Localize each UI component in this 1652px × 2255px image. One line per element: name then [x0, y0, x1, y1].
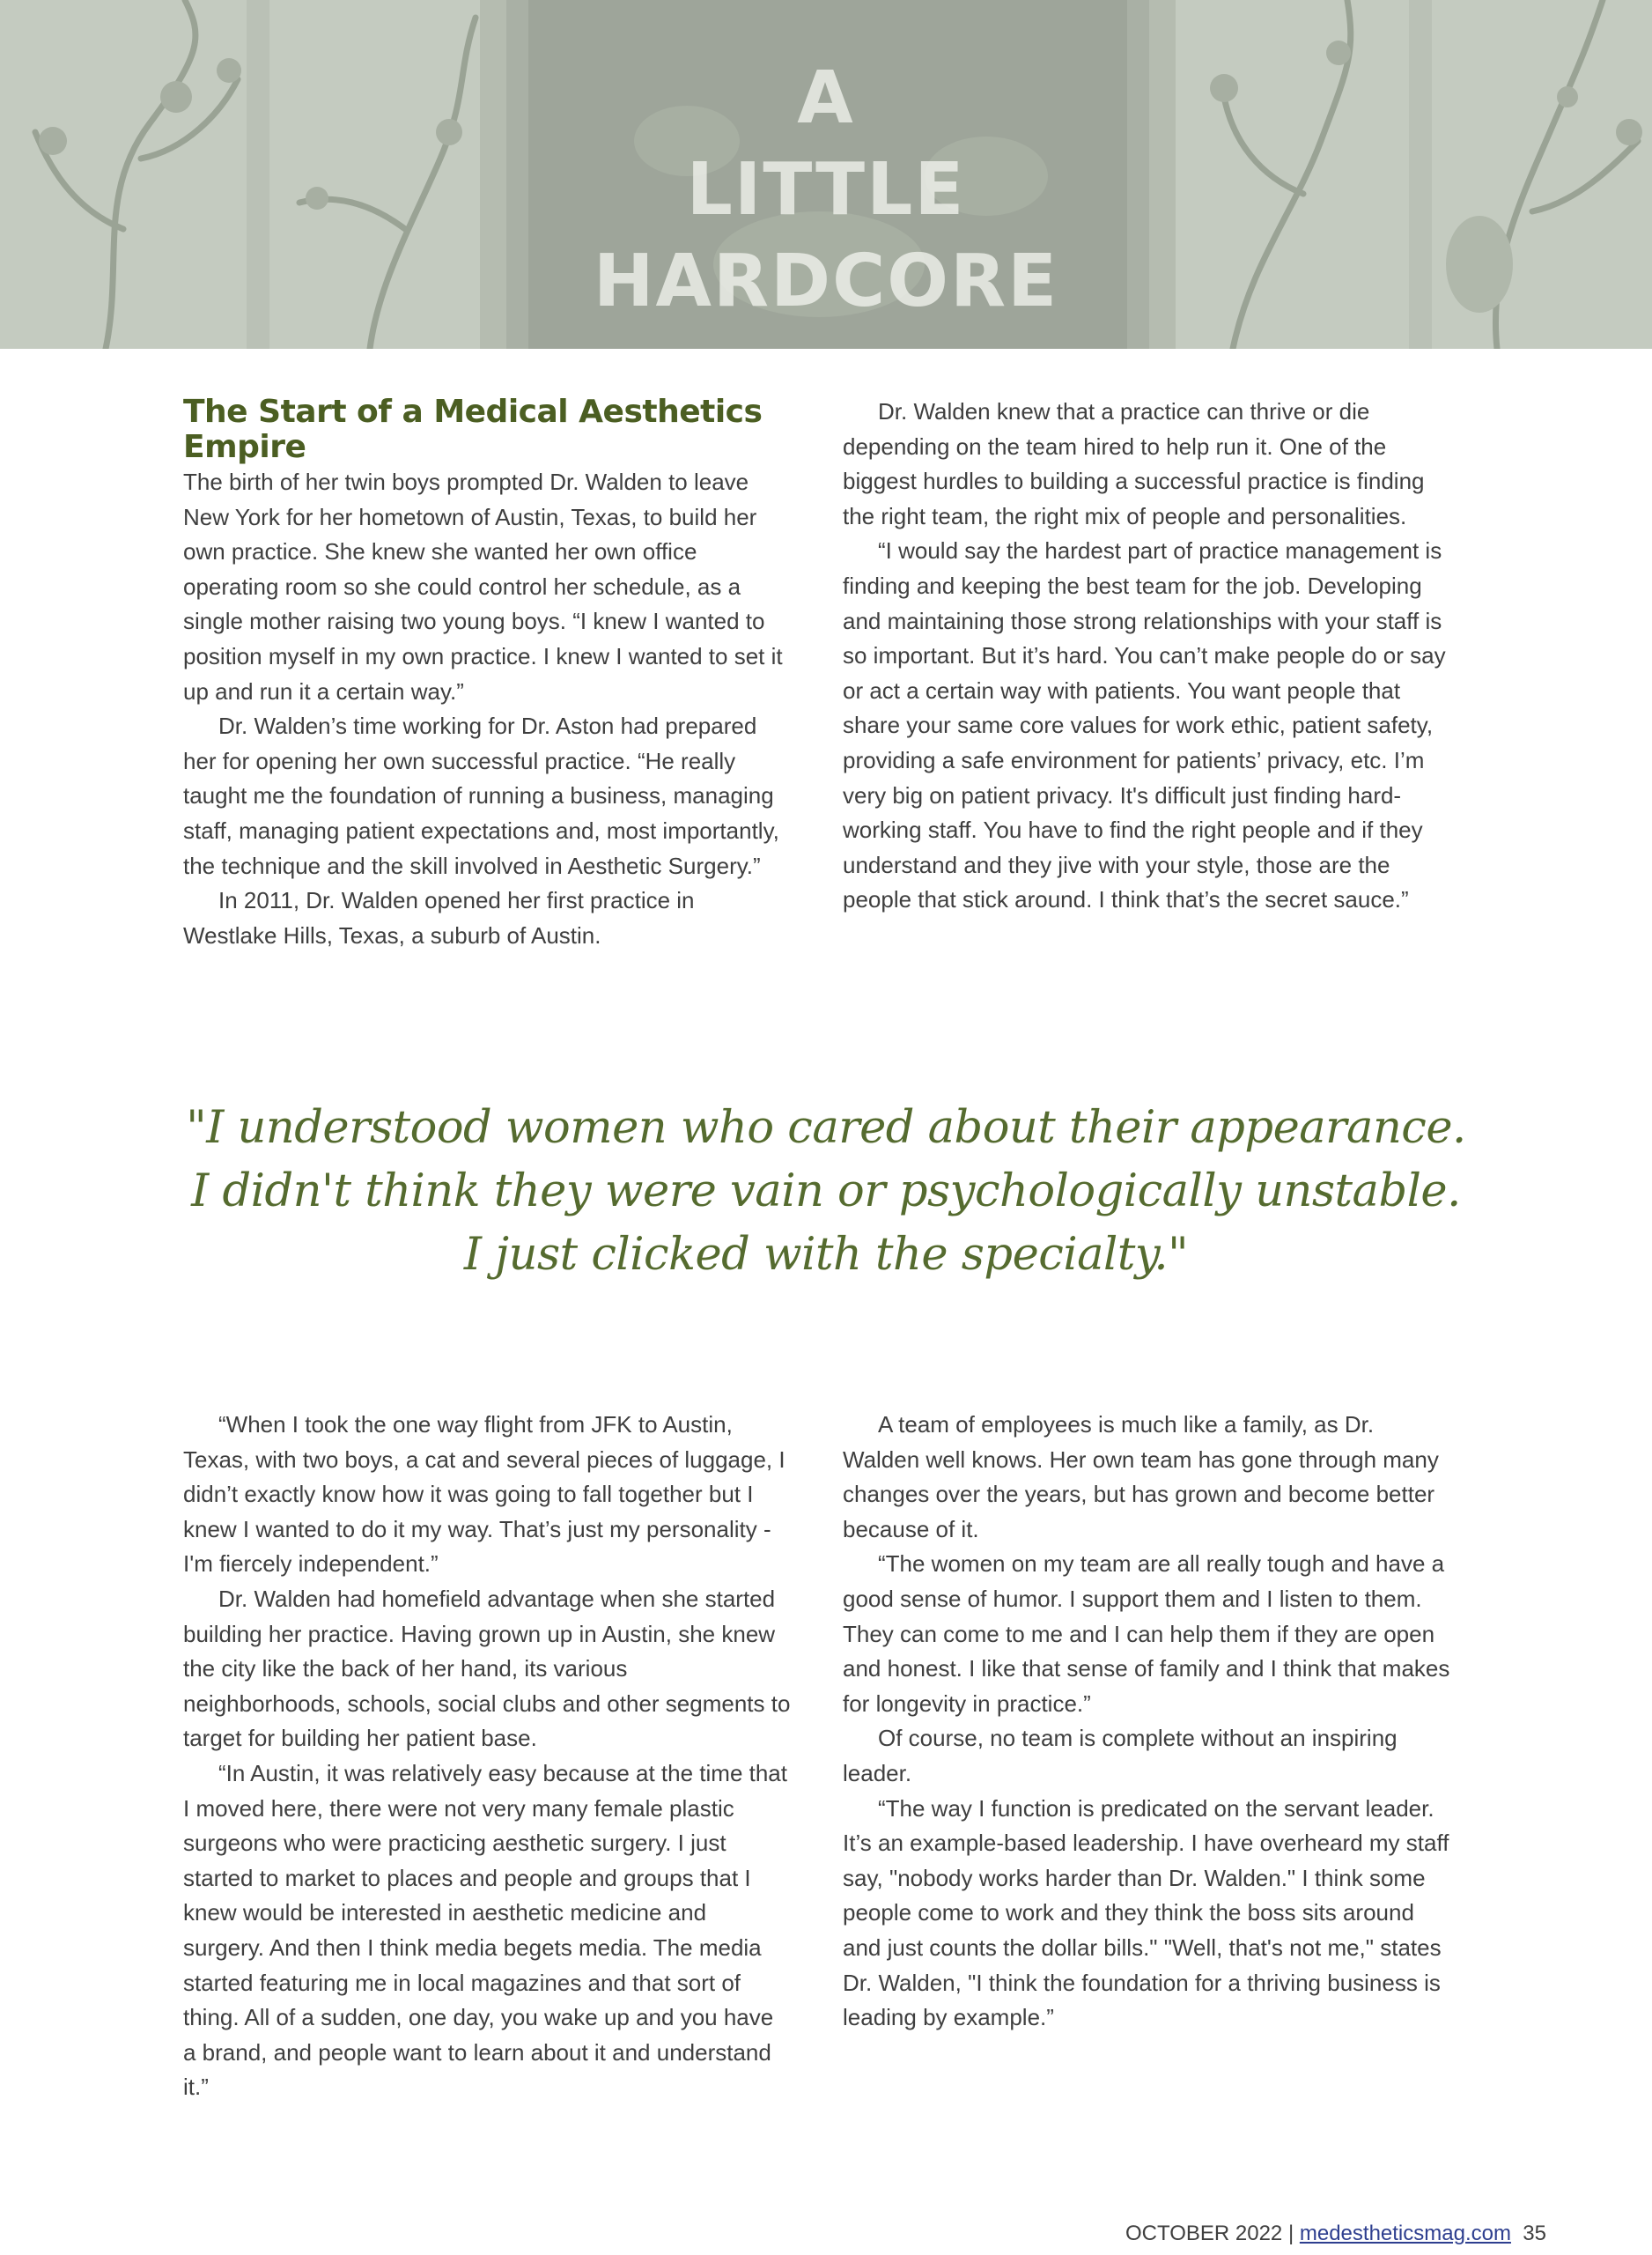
right-column-top — [843, 395, 1450, 918]
pull-quote-line: "I understood women who cared about their appearance. — [186, 1102, 1466, 1154]
body-paragraph: Dr. Walden’s time working for Dr. Aston had prepared her for opening her own successful practice. “He really taught me the foundation of running a business, managing staff, managing patient expectations and, most importantly, the technique and the skill involved in Aesthetic Surgery.” — [183, 713, 779, 879]
body-paragraph: A team of employees is much like a family, as Dr. Walden well knows. Her own team has gone through many changes over the years, but has grown and become better because of it. — [843, 1411, 1439, 1542]
hero-title — [0, 53, 1652, 328]
page-footer — [1125, 2222, 1546, 2246]
body-paragraph: “I would say the hardest part of practice management is finding and keeping the best team for the job. Developing and maintaining those strong relationships with your staff is so important. But it’s hard. You can’t make people do or say or act a certain way with patients. You want people that share your same core values for work ethic, patient safety, providing a safe environment for patients’ privacy, etc. I’m very big on patient privacy. It's difficult just finding hard-working staff. You have to find the right people and if they understand and they jive with your style, those are the people that stick around. I think that’s the secret sauce.” — [843, 537, 1446, 913]
pull-quote — [132, 1097, 1520, 1287]
footer-separator: | — [1282, 2222, 1300, 2245]
hero-banner — [0, 0, 1652, 349]
section-heading-line: The Start of a Medical Aesthetics — [183, 394, 763, 430]
pull-quote-line: I didn't think they were vain or psychologically unstable. — [191, 1165, 1461, 1217]
page-number: 35 — [1523, 2222, 1546, 2245]
body-paragraph: Of course, no team is complete without an inspiring leader. — [843, 1725, 1398, 1786]
hero-title-line: LITTLE — [686, 148, 966, 232]
section-heading — [183, 395, 791, 465]
site-link[interactable]: medestheticsmag.com — [1299, 2222, 1511, 2245]
hero-title-line: A — [797, 56, 855, 140]
left-column-top — [183, 395, 791, 953]
body-paragraph: “When I took the one way flight from JFK to Austin, Texas, with two boys, a cat and several pieces of luggage, I didn’t exactly know how it was going to fall together but I knew I wanted to do it my way. That’s just my personality - I'm fiercely independent.” — [183, 1411, 785, 1578]
hero-title-line: HARDCORE — [593, 240, 1059, 323]
pull-quote-line: I just clicked with the specialty." — [463, 1229, 1189, 1281]
body-paragraph: “The way I function is predicated on the servant leader. It’s an example-based leadership. I have overheard my staff say, "nobody works harder than Dr. Walden." I think some people come to work and they think the boss sits around and just counts the dollar bills." "Well, that's not me," states Dr. Walden, "I think the foundation for a thriving business is leading by example.” — [843, 1794, 1449, 2031]
body-paragraph: Dr. Walden had homefield advantage when she started building her practice. Having grown up in Austin, she knew the city like the back of her hand, its various neighborhoods, schools, social clubs and other segments to target for building her patient base. — [183, 1585, 791, 1752]
body-paragraph: “The women on my team are all really tough and have a good sense of humor. I support them and I listen to them. They can come to me and I can help them if they are open and honest. I like that sense of family and I think that makes for longevity in practice.” — [843, 1550, 1450, 1717]
left-column-bottom — [183, 1408, 791, 2105]
section-heading-line: Empire — [183, 429, 306, 465]
issue-date: OCTOBER 2022 — [1125, 2222, 1283, 2245]
body-paragraph: Dr. Walden knew that a practice can thrive or die depending on the team hired to help run it. One of the biggest hurdles to building a successful practice is finding the right team, the right mix of people and personalities. — [843, 398, 1425, 529]
body-paragraph: “In Austin, it was relatively easy because at the time that I moved here, there were not very many female plastic surgeons who were practicing aesthetic surgery. I just started to market to places and people and groups that I knew would be interested in aesthetic medicine and surgery. And then I think media begets media. The media started featuring me in local magazines and that sort of thing. All of a sudden, one day, you wake up and you have a brand, and people want to learn about it and understand it.” — [183, 1759, 787, 2101]
body-paragraph: The birth of her twin boys prompted Dr. Walden to leave New York for her hometown of Austin, Texas, to build her own practice. She knew she wanted her own office operating room so she could control her schedule, as a single mother raising two young boys. “I knew I wanted to position myself in my own practice. I knew I wanted to set it up and run it a certain way.” — [183, 469, 783, 705]
right-column-bottom — [843, 1408, 1450, 2036]
body-paragraph: In 2011, Dr. Walden opened her first practice in Westlake Hills, Texas, a suburb of Austin. — [183, 887, 695, 949]
